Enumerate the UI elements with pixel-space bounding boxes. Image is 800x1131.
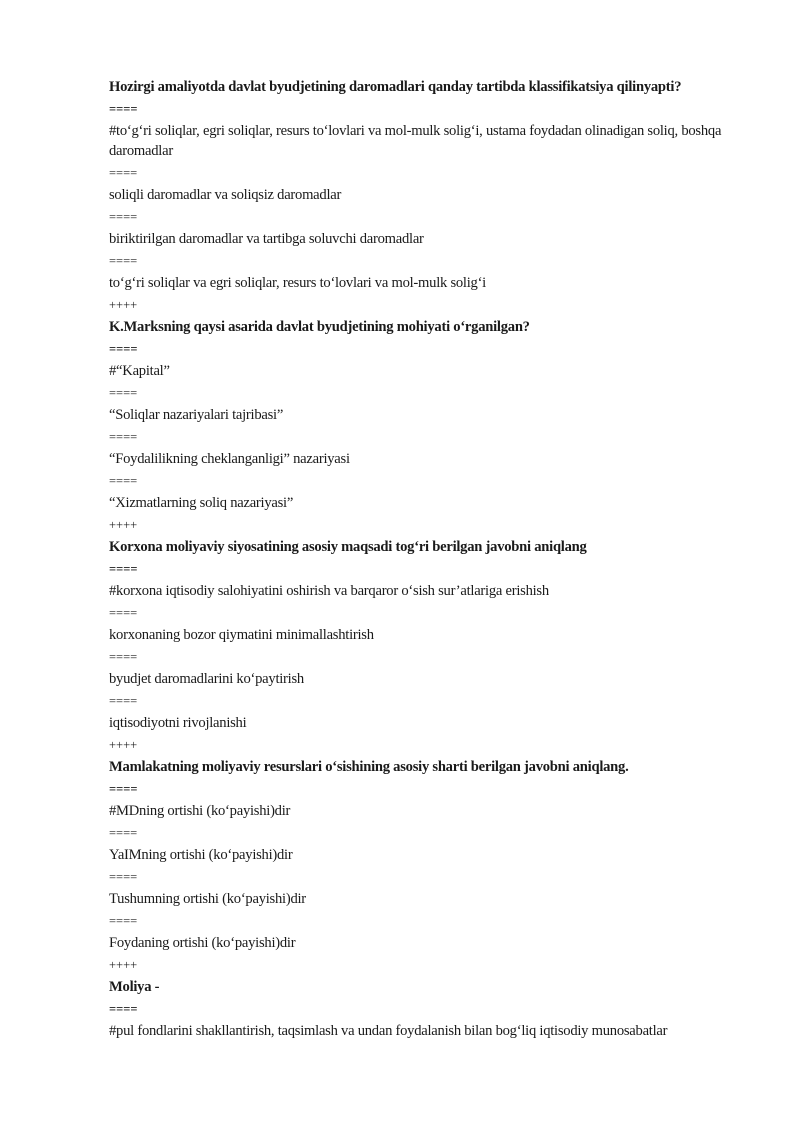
answer-option: korxonaning bozor qiymatini minimallashtirish: [109, 627, 374, 643]
answer-option: “Foydalilikning cheklanganligi” nazariyasi: [109, 451, 350, 467]
separator: ====: [109, 474, 138, 488]
block-end-separator: ++++: [109, 298, 138, 312]
separator: ====: [109, 386, 138, 400]
test-content: [109, 76, 739, 1042]
separator: ====: [109, 102, 138, 116]
answer-option-correct: #to‘g‘ri soliqlar, egri soliqlar, resurs to‘lovlari va mol-mulk solig‘i, ustama foydadan olinadigan soliq, boshqa daromadlar: [109, 123, 722, 159]
question-block: [109, 756, 739, 976]
separator: ====: [109, 254, 138, 268]
separator: ====: [109, 650, 138, 664]
answer-option: Tushumning ortishi (ko‘payishi)dir: [109, 891, 306, 907]
answer-option: “Xizmatlarning soliq nazariyasi”: [109, 495, 294, 511]
separator: ====: [109, 342, 138, 356]
separator: ====: [109, 562, 138, 576]
separator: ====: [109, 782, 138, 796]
question-text: K.Marksning qaysi asarida davlat byudjetining mohiyati o‘rganilgan?: [109, 319, 530, 335]
separator: ====: [109, 694, 138, 708]
question-text: Hozirgi amaliyotda davlat byudjetining daromadlari qanday tartibda klassifikatsiya qilinyapti?: [109, 79, 682, 95]
answer-option: byudjet daromadlarini ko‘paytirish: [109, 671, 304, 687]
block-end-separator: ++++: [109, 738, 138, 752]
separator: ====: [109, 606, 138, 620]
answer-option: to‘g‘ri soliqlar va egri soliqlar, resurs to‘lovlari va mol-mulk solig‘i: [109, 275, 486, 291]
answer-option: Foydaning ortishi (ko‘payishi)dir: [109, 935, 296, 951]
separator: ====: [109, 166, 138, 180]
question-block: [109, 316, 739, 536]
answer-option-correct: #MDning ortishi (ko‘payishi)dir: [109, 803, 291, 819]
answer-option: iqtisodiyotni rivojlanishi: [109, 715, 247, 731]
separator: ====: [109, 914, 138, 928]
answer-option: “Soliqlar nazariyalari tajribasi”: [109, 407, 284, 423]
answer-option: YaIMning ortishi (ko‘payishi)dir: [109, 847, 293, 863]
block-end-separator: ++++: [109, 518, 138, 532]
answer-option-correct: #“Kapital”: [109, 363, 170, 379]
answer-option: biriktirilgan daromadlar va tartibga soluvchi daromadlar: [109, 231, 424, 247]
answer-option-correct: #korxona iqtisodiy salohiyatini oshirish va barqaror o‘sish sur’atlariga erishish: [109, 583, 549, 599]
question-block: [109, 76, 739, 316]
separator: ====: [109, 1002, 138, 1016]
separator: ====: [109, 430, 138, 444]
separator: ====: [109, 870, 138, 884]
question-block: [109, 536, 739, 756]
question-text: Korxona moliyaviy siyosatining asosiy maqsadi tog‘ri berilgan javobni aniqlang: [109, 539, 587, 555]
question-block: [109, 976, 739, 1042]
question-text: Moliya -: [109, 979, 160, 995]
answer-option: soliqli daromadlar va soliqsiz daromadlar: [109, 187, 342, 203]
separator: ====: [109, 210, 138, 224]
block-end-separator: ++++: [109, 958, 138, 972]
question-text: Mamlakatning moliyaviy resurslari o‘sishining asosiy sharti berilgan javobni aniqlang.: [109, 759, 629, 775]
answer-option-correct: #pul fondlarini shakllantirish, taqsimlash va undan foydalanish bilan bog‘liq iqtisodiy munosabatlar: [109, 1023, 668, 1039]
separator: ====: [109, 826, 138, 840]
